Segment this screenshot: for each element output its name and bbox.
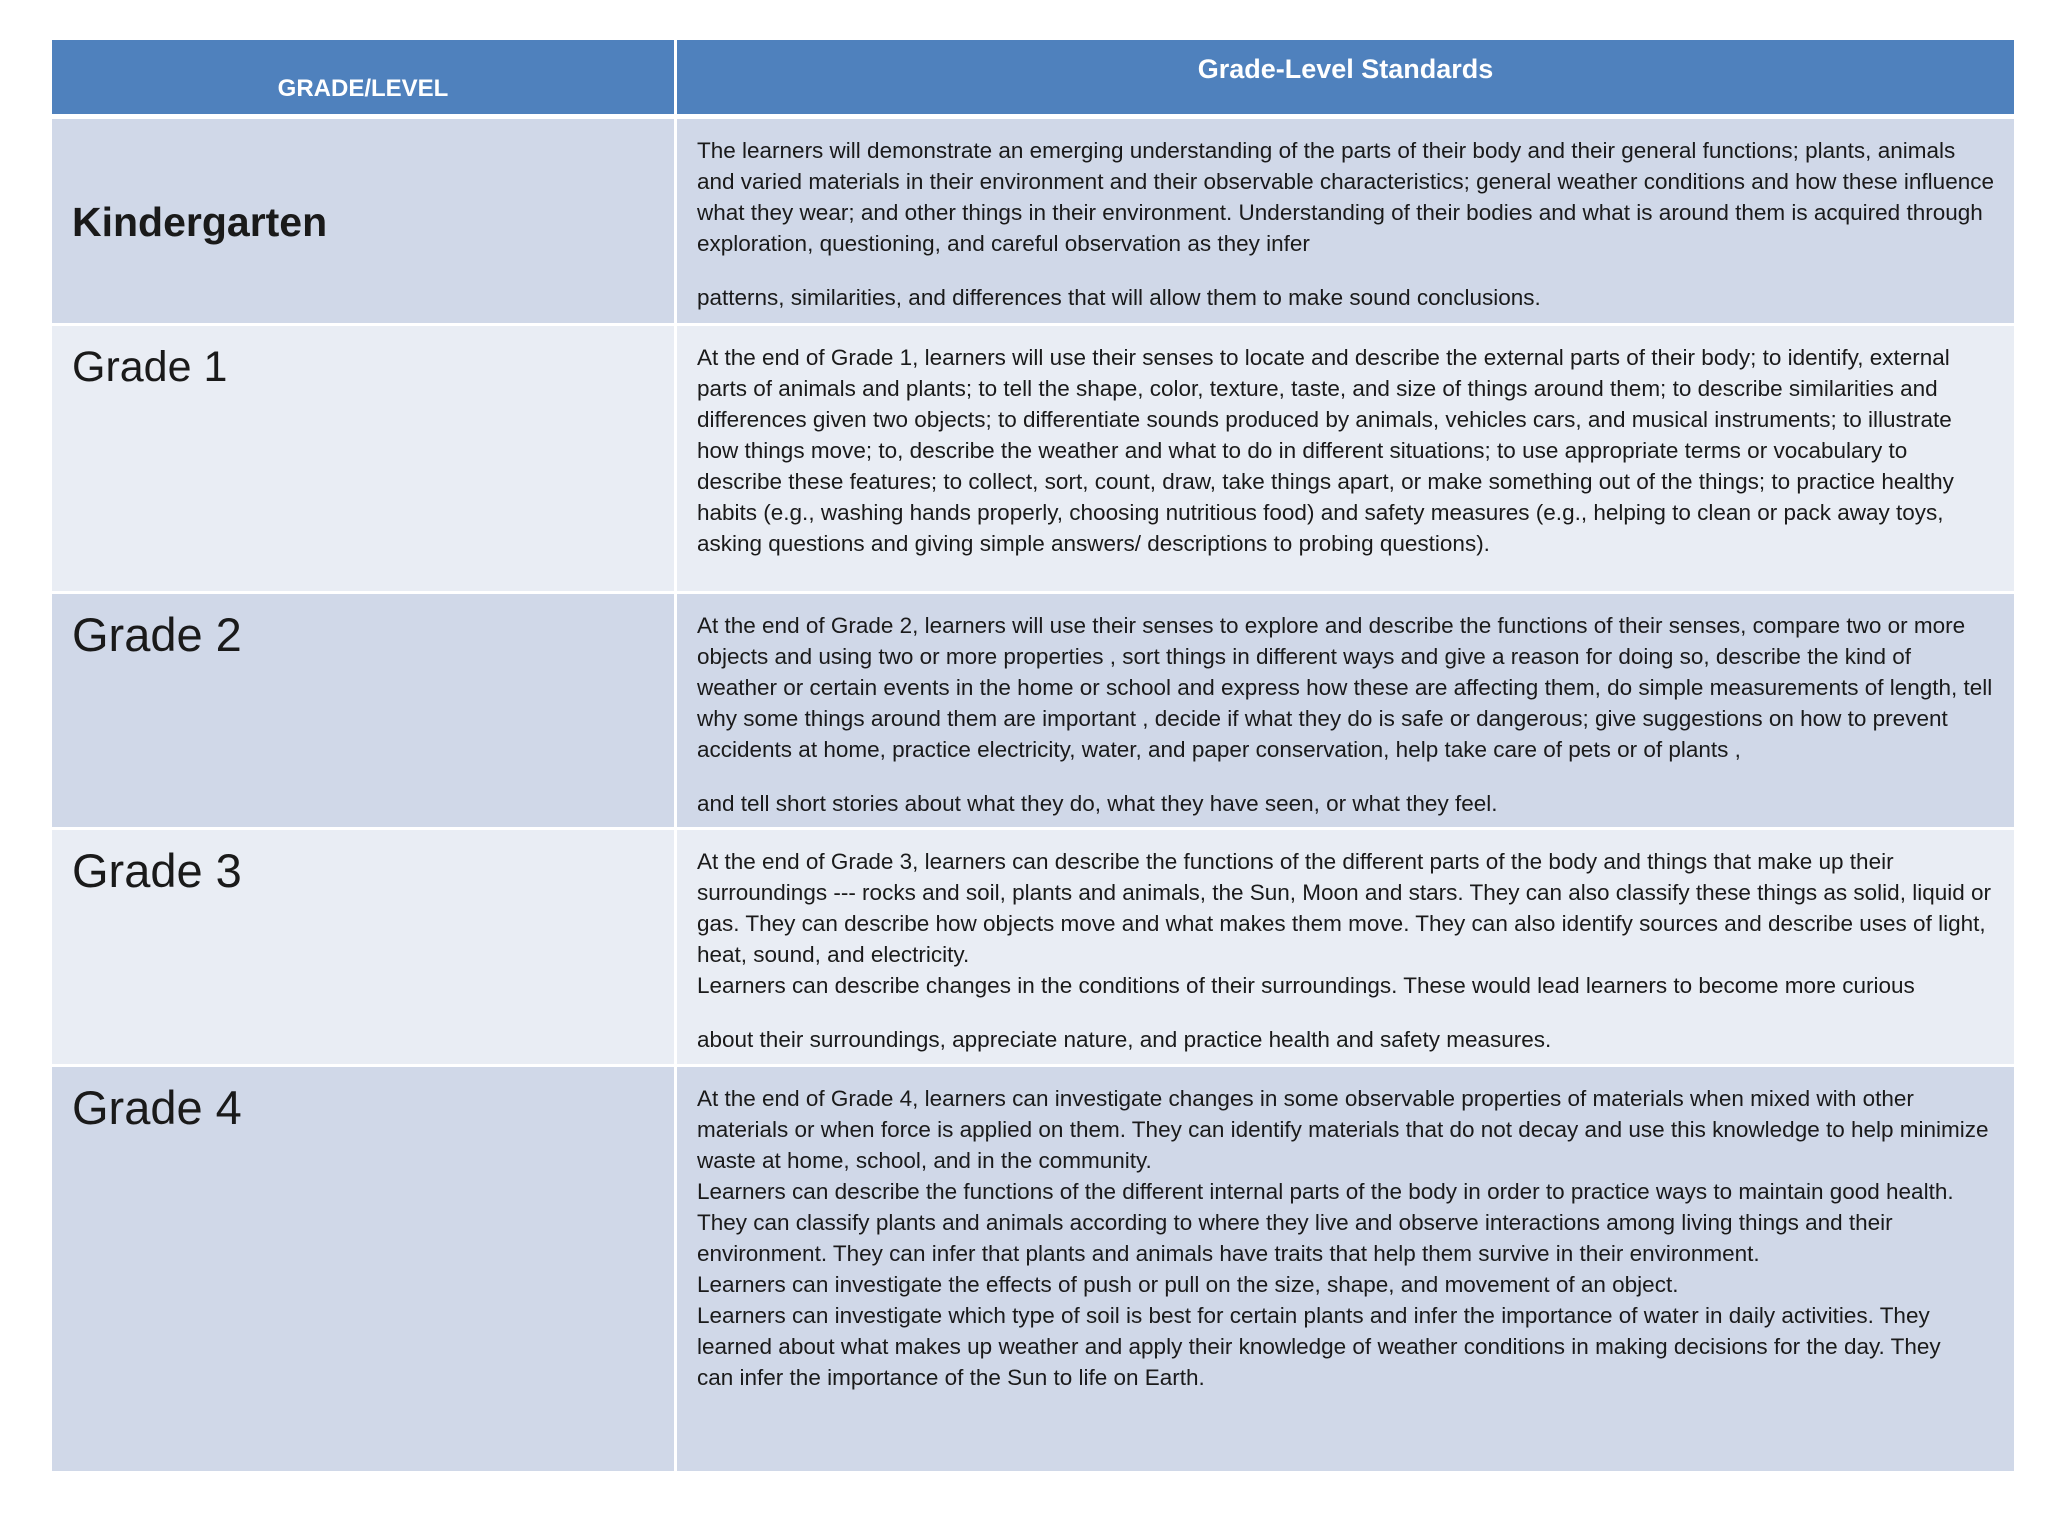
standards-cell	[677, 119, 2014, 323]
standards-paragraph: Learners can describe the functions of the different internal parts of the body in order to practice ways to maintain good health. They can classify plants and animals according to where they live and observe interactions among living things and their environment. They can infer that plants and animals have traits that help them survive in their environment.	[697, 1179, 1954, 1266]
standards-paragraph: Learners can investigate which type of soil is best for certain plants and infer the importance of water in daily activities. They learned about what makes up weather and apply their knowledge of weather conditions in making decisions for the day. They	[697, 1303, 1941, 1359]
standards-paragraph: At the end of Grade 2, learners will use their senses to explore and describe the functions of their senses, compare two or more objects and using two or more properties , sort things in different ways and give a reason for doing so, describe the kind of weather or certain events in the home or school and express how these are affecting them, do simple measurements of length, tell why some things around them are important , decide if what they do is safe or dangerous; give suggestions on how to prevent accidents at home, practice electricity, water, and paper conservation, help take care of pets or of plants ,	[697, 613, 1993, 762]
grade-cell	[52, 1067, 677, 1471]
standards-paragraph: about their surroundings, appreciate nature, and practice health and safety measures.	[697, 1027, 1552, 1052]
grade-level-header: GRADE/LEVEL	[52, 40, 677, 114]
grade-label: Grade 3	[72, 844, 242, 897]
table-row	[52, 594, 2014, 830]
standards-paragraph: Learners can describe changes in the conditions of their surroundings. These would lead learners to become more curious	[697, 973, 1915, 998]
standards-paragraph: At the end of Grade 3, learners can describe the functions of the different parts of the body and things that make up their surroundings --- rocks and soil, plants and animals, the Sun, Moon and stars. They can also classify these things as solid, liquid or gas. They can describe how objects move and what makes them move. They can also identify sources and describe uses of light, heat, sound, and electricity.	[697, 849, 1991, 967]
standards-paragraph: patterns, similarities, and differences that will allow them to make sound conclusions.	[697, 285, 1541, 310]
table-row	[52, 830, 2014, 1067]
standards-paragraph: and tell short stories about what they do, what they have seen, or what they feel.	[697, 791, 1498, 816]
standards-paragraph: can infer the importance of the Sun to life on Earth.	[697, 1365, 1205, 1390]
grade-cell	[52, 830, 677, 1064]
grade-cell	[52, 119, 677, 323]
standards-paragraph: Learners can investigate the effects of push or pull on the size, shape, and movement of an object.	[697, 1272, 1679, 1297]
grade-cell	[52, 594, 677, 827]
standards-cell	[677, 326, 2014, 591]
table-row	[52, 1067, 2014, 1474]
standards-cell	[677, 1067, 2014, 1471]
standards-cell	[677, 830, 2014, 1064]
grade-label: Kindergarten	[72, 199, 328, 245]
table-header-row	[52, 40, 2014, 119]
standards-table	[52, 40, 2014, 1474]
standards-paragraph: At the end of Grade 1, learners will use their senses to locate and describe the external parts of their body; to identify, external parts of animals and plants; to tell the shape, color, texture, taste, and size of things around them; to describe similarities and differences given two objects; to differentiate sounds produced by animals, vehicles cars, and musical instruments; to illustrate how things move; to, describe the weather and what to do in different situations; to use appropriate terms or vocabulary to describe these features; to collect, sort, count, draw, take things apart, or make something out of the things; to practice healthy habits (e.g., washing hands properly, choosing nutritious food) and safety measures (e.g., helping to clean or pack away toys, asking questions and giving simple answers/ descriptions to probing questions).	[697, 345, 1954, 556]
table-row	[52, 119, 2014, 326]
grade-cell	[52, 326, 677, 591]
table-row	[52, 326, 2014, 594]
standards-paragraph: At the end of Grade 4, learners can investigate changes in some observable properties of materials when mixed with other materials or when force is applied on them. They can identify materials that do not decay and use this knowledge to help minimize waste at home, school, and in the community.	[697, 1086, 1989, 1173]
grade-label: Grade 1	[72, 343, 228, 391]
grade-label: Grade 4	[72, 1081, 242, 1134]
standards-paragraph: The learners will demonstrate an emerging understanding of the parts of their body and their general functions; plants, animals and varied materials in their environment and their observable characteristics; general weather conditions and how these influence what they wear; and other things in their environment. Understanding of their bodies and what is around them is acquired through exploration, questioning, and careful observation as they infer	[697, 138, 1994, 256]
standards-cell	[677, 594, 2014, 827]
standards-header: Grade-Level Standards	[1197, 54, 1494, 84]
grade-label: Grade 2	[72, 608, 242, 661]
